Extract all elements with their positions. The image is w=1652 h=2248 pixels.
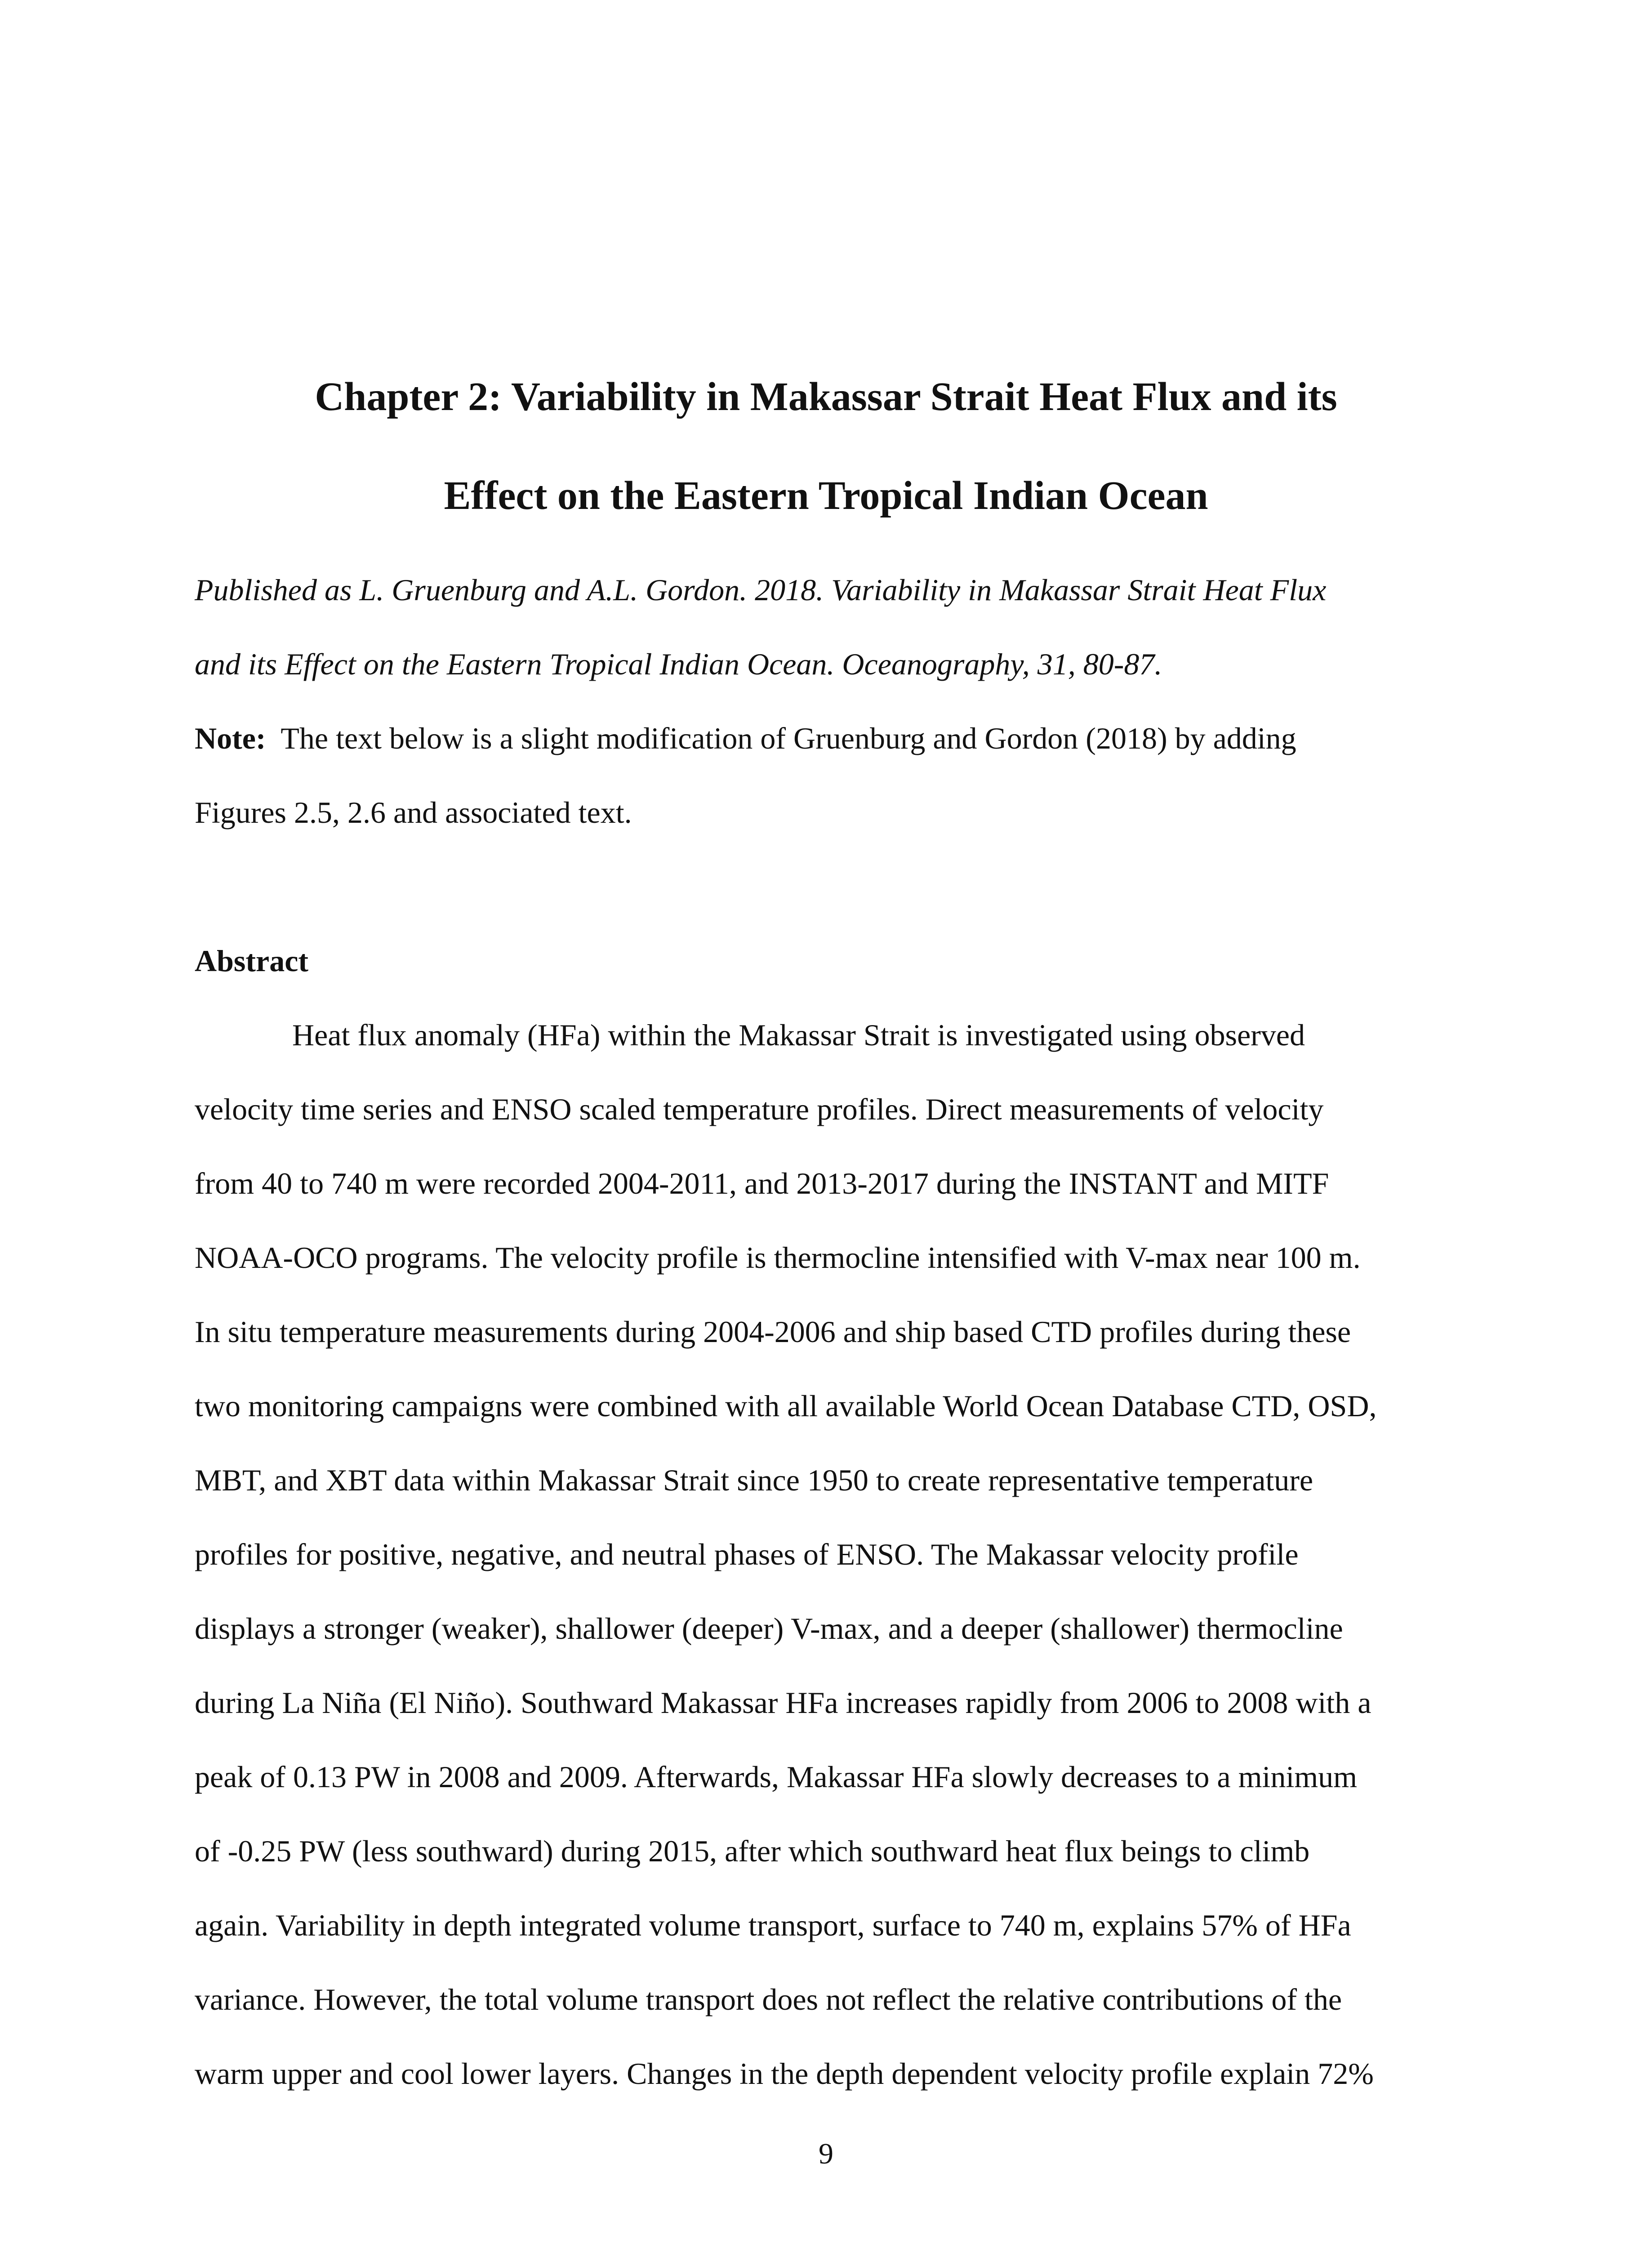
abstract-line: during La Niña (El Niño). Southward Makassar HFa increases rapidly from 2006 to 2008 with a [195,1686,1371,1720]
abstract-line: again. Variability in depth integrated volume transport, surface to 740 m, explains 57% of HFa [195,1908,1351,1942]
publication-citation-line-2: and its Effect on the Eastern Tropical Indian Ocean. Oceanography, 31, 80-87. [195,647,1162,681]
note-text: The text below is a slight modification of Gruenburg and Gordon (2018) by adding [266,721,1296,755]
note-label: Note: [195,721,266,755]
page-number: 9 [819,2137,833,2170]
note-line-2: Figures 2.5, 2.6 and associated text. [195,795,632,830]
abstract-line: variance. However, the total volume transport does not reflect the relative contributions of the [195,1982,1342,2016]
abstract-line: displays a stronger (weaker), shallower (deeper) V-max, and a deeper (shallower) thermocline [195,1611,1343,1646]
abstract-line: profiles for positive, negative, and neutral phases of ENSO. The Makassar velocity profile [195,1537,1299,1571]
abstract-line: two monitoring campaigns were combined with all available World Ocean Database CTD, OSD, [195,1389,1377,1423]
abstract-heading: Abstract [195,944,309,978]
abstract-line: velocity time series and ENSO scaled temperature profiles. Direct measurements of velocity [195,1092,1324,1126]
abstract-line: peak of 0.13 PW in 2008 and 2009. Afterwards, Makassar HFa slowly decreases to a minimum [195,1760,1358,1794]
abstract-line: In situ temperature measurements during 2004-2006 and ship based CTD profiles during these [195,1315,1351,1349]
abstract-line: Heat flux anomaly (HFa) within the Makassar Strait is investigated using observed [292,1018,1305,1052]
abstract-line: MBT, and XBT data within Makassar Strait since 1950 to create representative temperature [195,1463,1314,1497]
abstract-line: warm upper and cool lower layers. Changes in the depth dependent velocity profile explain 72% [195,2056,1374,2091]
chapter-title-line-2: Effect on the Eastern Tropical Indian Ocean [444,473,1208,518]
publication-citation-line-1: Published as L. Gruenburg and A.L. Gordon. 2018. Variability in Makassar Strait Heat Flux [195,573,1327,607]
abstract-line: NOAA-OCO programs. The velocity profile is thermocline intensified with V-max near 100 m. [195,1240,1361,1275]
abstract-line: from 40 to 740 m were recorded 2004-2011, and 2013-2017 during the INSTANT and MITF [195,1166,1329,1200]
note-line-1 [195,723,1296,754]
abstract-line: of -0.25 PW (less southward) during 2015, after which southward heat flux beings to climb [195,1834,1310,1868]
chapter-title-line-1: Chapter 2: Variability in Makassar Strait Heat Flux and its [315,375,1337,419]
